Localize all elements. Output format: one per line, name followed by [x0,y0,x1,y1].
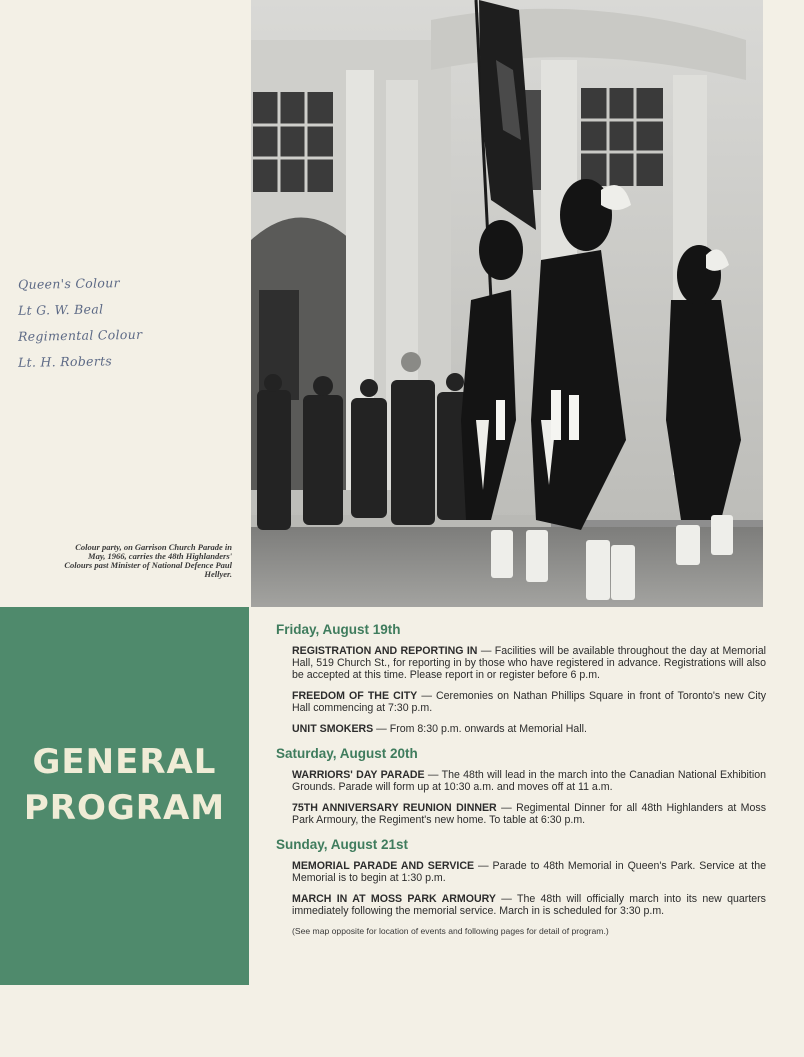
handwritten-note: Queen's Colour [17,275,120,292]
event-separator: — [495,893,517,905]
event-title: UNIT SMOKERS [292,723,374,735]
section-title-line: GENERAL [32,742,217,782]
event-text: Facilities will be available throughout the day at Memorial Hall, 519 Church St., for reporting in by those who have registered in advance. Registrations will also be accepted at this time. Please report in or register before 6 p.m. [292,645,767,681]
event-title: FREEDOM OF THE CITY [292,690,418,702]
event-item [292,893,766,917]
parade-photo [251,0,763,607]
program-listing [276,622,766,936]
event-separator: — [373,723,390,735]
event-item [292,690,766,714]
photo-caption: Colour party, on Garrison Church Parade in May, 1966, carries the 48th Highlanders' Colours past Minister of National Defence Paul Hellyer. [64,542,232,579]
event-separator: — [477,645,495,657]
section-title-line: PROGRAM [23,788,226,828]
day-heading: Saturday, August 20th [276,746,418,761]
event-title: WARRIORS' DAY PARADE [292,769,425,781]
event-item [292,860,766,884]
handwritten-note: Regimental Colour [17,326,143,344]
day-heading: Sunday, August 21st [276,837,409,852]
event-title: MARCH IN AT MOSS PARK ARMOURY [292,893,496,905]
event-separator: — [424,769,442,781]
handwritten-note: Lt. H. Roberts [17,353,113,370]
event-title: REGISTRATION AND REPORTING IN [292,645,478,657]
event-text: Parade to 48th Memorial in Queen's Park. Service at the Memorial is to begin at 1:30 p.m. [292,860,766,884]
event-item [292,645,766,681]
event-text: Ceremonies on Nathan Phillips Square in front of Toronto's new City Hall commencing at 7:30 p.m. [292,690,767,714]
handwritten-note: Lt G. W. Beal [17,301,104,318]
title-block [0,607,249,985]
event-text: From 8:30 p.m. onwards at Memorial Hall. [389,723,587,735]
event-separator: — [474,860,493,872]
event-text: Regimental Dinner for all 48th Highlanders at Moss Park Armoury, the Regiment's new home. To table at 6:30 p.m. [292,802,766,826]
event-title: 75TH ANNIVERSARY REUNION DINNER [292,802,497,814]
event-item [292,769,766,793]
event-separator: — [496,802,517,814]
footnote: (See map opposite for location of events and following pages for detail of program.) [292,926,609,936]
event-text: The 48th will officially march into its new quarters immediately following the memorial service. March in is scheduled for 3:30 p.m. [292,893,766,917]
event-item [292,802,766,826]
handwritten-notes [18,270,238,374]
event-separator: — [417,690,437,702]
day-heading: Friday, August 19th [276,622,401,637]
event-title: MEMORIAL PARADE AND SERVICE [292,860,475,872]
event-text: The 48th will lead in the march into the Canadian National Exhibition Grounds. Parade will form up at 10:30 a.m. and moves off at 11 a.m. [292,769,766,793]
event-item [292,723,766,735]
section-title [0,739,249,831]
